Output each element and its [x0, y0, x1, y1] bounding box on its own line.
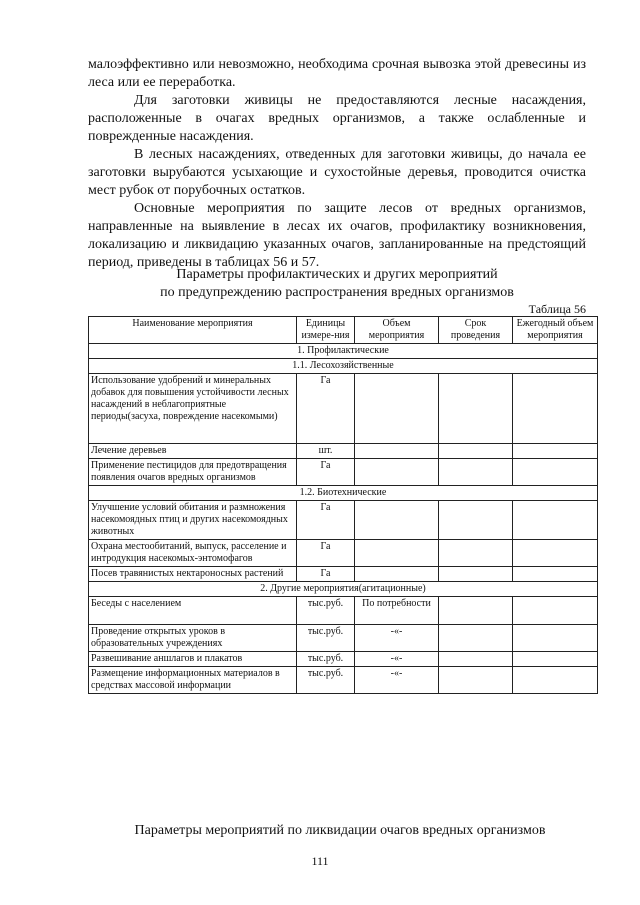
cell-term — [439, 652, 513, 667]
table-row — [89, 459, 598, 486]
section-title: 1.2. Биотехнические — [89, 486, 598, 501]
cell-term — [439, 567, 513, 582]
table-row — [89, 501, 598, 540]
cell-name: Беседы с населением — [89, 597, 297, 625]
body-text — [88, 56, 586, 272]
cell-name: Применение пестицидов для предотвращения появления очагов вредных организмов — [89, 459, 297, 486]
cell-volume — [355, 459, 439, 486]
cell-unit: шт. — [297, 444, 355, 459]
header-volume: Объем мероприятия — [355, 317, 439, 344]
cell-annual — [513, 625, 598, 652]
subsection-row — [89, 486, 598, 501]
cell-name: Лечение деревьев — [89, 444, 297, 459]
header-term: Срок проведения — [439, 317, 513, 344]
table-caption-line1: Параметры профилактических и других мероприятий — [176, 267, 498, 282]
paragraph: Основные мероприятия по защите лесов от вредных организмов, направленные на выявление в лесах их очагов, профилактику возникновения, локализацию и ликвидацию указанных очагов, запланированные на предстоящий период, приведены в таблицах 56 и 57. — [88, 201, 586, 270]
measures-table — [88, 316, 598, 694]
subsection-row — [89, 359, 598, 374]
cell-term — [439, 501, 513, 540]
cell-unit: Га — [297, 540, 355, 567]
cell-volume: -«- — [355, 652, 439, 667]
cell-unit: тыс.руб. — [297, 625, 355, 652]
cell-unit: Га — [297, 567, 355, 582]
cell-volume: -«- — [355, 625, 439, 652]
cell-unit: тыс.руб. — [297, 597, 355, 625]
table-caption-line2: по предупреждению распространения вредных организмов — [160, 285, 514, 300]
cell-unit: Га — [297, 374, 355, 444]
cell-name: Улучшение условий обитания и размножения насекомоядных птиц и других насекомоядных животных — [89, 501, 297, 540]
header-annual: Ежегодный объем мероприятия — [513, 317, 598, 344]
table-row — [89, 540, 598, 567]
header-name: Наименование мероприятия — [89, 317, 297, 344]
cell-unit: тыс.руб. — [297, 667, 355, 694]
cell-volume — [355, 567, 439, 582]
section-row — [89, 582, 598, 597]
cell-annual — [513, 667, 598, 694]
page-number: 111 — [311, 854, 329, 868]
cell-term — [439, 444, 513, 459]
cell-term — [439, 540, 513, 567]
cell-name: Использование удобрений и минеральных добавок для повышения устойчивости лесных насаждений в неблагоприятные периоды(засуха, повреждение насекомыми) — [89, 374, 297, 444]
cell-name: Размещение информационных материалов в средствах массовой информации — [89, 667, 297, 694]
cell-term — [439, 459, 513, 486]
cell-name: Развешивание аншлагов и плакатов — [89, 652, 297, 667]
cell-name: Проведение открытых уроков в образовательных учреждениях — [89, 625, 297, 652]
cell-volume — [355, 501, 439, 540]
table-row — [89, 667, 598, 694]
table-row — [89, 652, 598, 667]
cell-name: Охрана местообитаний, выпуск, расселение и интродукция насекомых-энтомофагов — [89, 540, 297, 567]
section-title: 1.1. Лесохозяйственные — [89, 359, 598, 374]
cell-volume: По потребности — [355, 597, 439, 625]
cell-unit: Га — [297, 459, 355, 486]
cell-annual — [513, 540, 598, 567]
cell-term — [439, 374, 513, 444]
cell-annual — [513, 374, 598, 444]
table-row — [89, 567, 598, 582]
cell-volume: -«- — [355, 667, 439, 694]
table-row — [89, 625, 598, 652]
paragraph: Для заготовки живицы не предоставляются лесные насаждения, расположенные в очагах вредных организмов, а также ослабленные и поврежденные насаждения. — [88, 93, 586, 144]
paragraph: малоэффективно или невозможно, необходима срочная вывозка этой древесины из леса или ее переработка. — [88, 57, 586, 90]
cell-annual — [513, 459, 598, 486]
table-row — [89, 444, 598, 459]
cell-term — [439, 597, 513, 625]
table-row — [89, 374, 598, 444]
cell-annual — [513, 444, 598, 459]
cell-annual — [513, 652, 598, 667]
cell-volume — [355, 540, 439, 567]
cell-annual — [513, 501, 598, 540]
table-row — [89, 597, 598, 625]
section-title: 1. Профилактические — [89, 344, 598, 359]
header-units: Единицы измере-ния — [297, 317, 355, 344]
cell-unit: Га — [297, 501, 355, 540]
cell-unit: тыс.руб. — [297, 652, 355, 667]
cell-term — [439, 625, 513, 652]
table-header-row — [89, 317, 598, 344]
cell-annual — [513, 567, 598, 582]
table-number: Таблица 56 — [528, 302, 586, 316]
paragraph: В лесных насаждениях, отведенных для заготовки живицы, до начала ее заготовки вырубаются усыхающие и сухостойные деревья, проводится очистка мест рубок от порубочных остатков. — [88, 147, 586, 198]
next-table-title: Параметры мероприятий по ликвидации очагов вредных организмов — [134, 823, 546, 838]
cell-volume — [355, 444, 439, 459]
cell-term — [439, 667, 513, 694]
cell-annual — [513, 597, 598, 625]
cell-volume — [355, 374, 439, 444]
section-title: 2. Другие мероприятия(агитационные) — [89, 582, 598, 597]
section-row — [89, 344, 598, 359]
cell-name: Посев травянистых нектароносных растений — [89, 567, 297, 582]
